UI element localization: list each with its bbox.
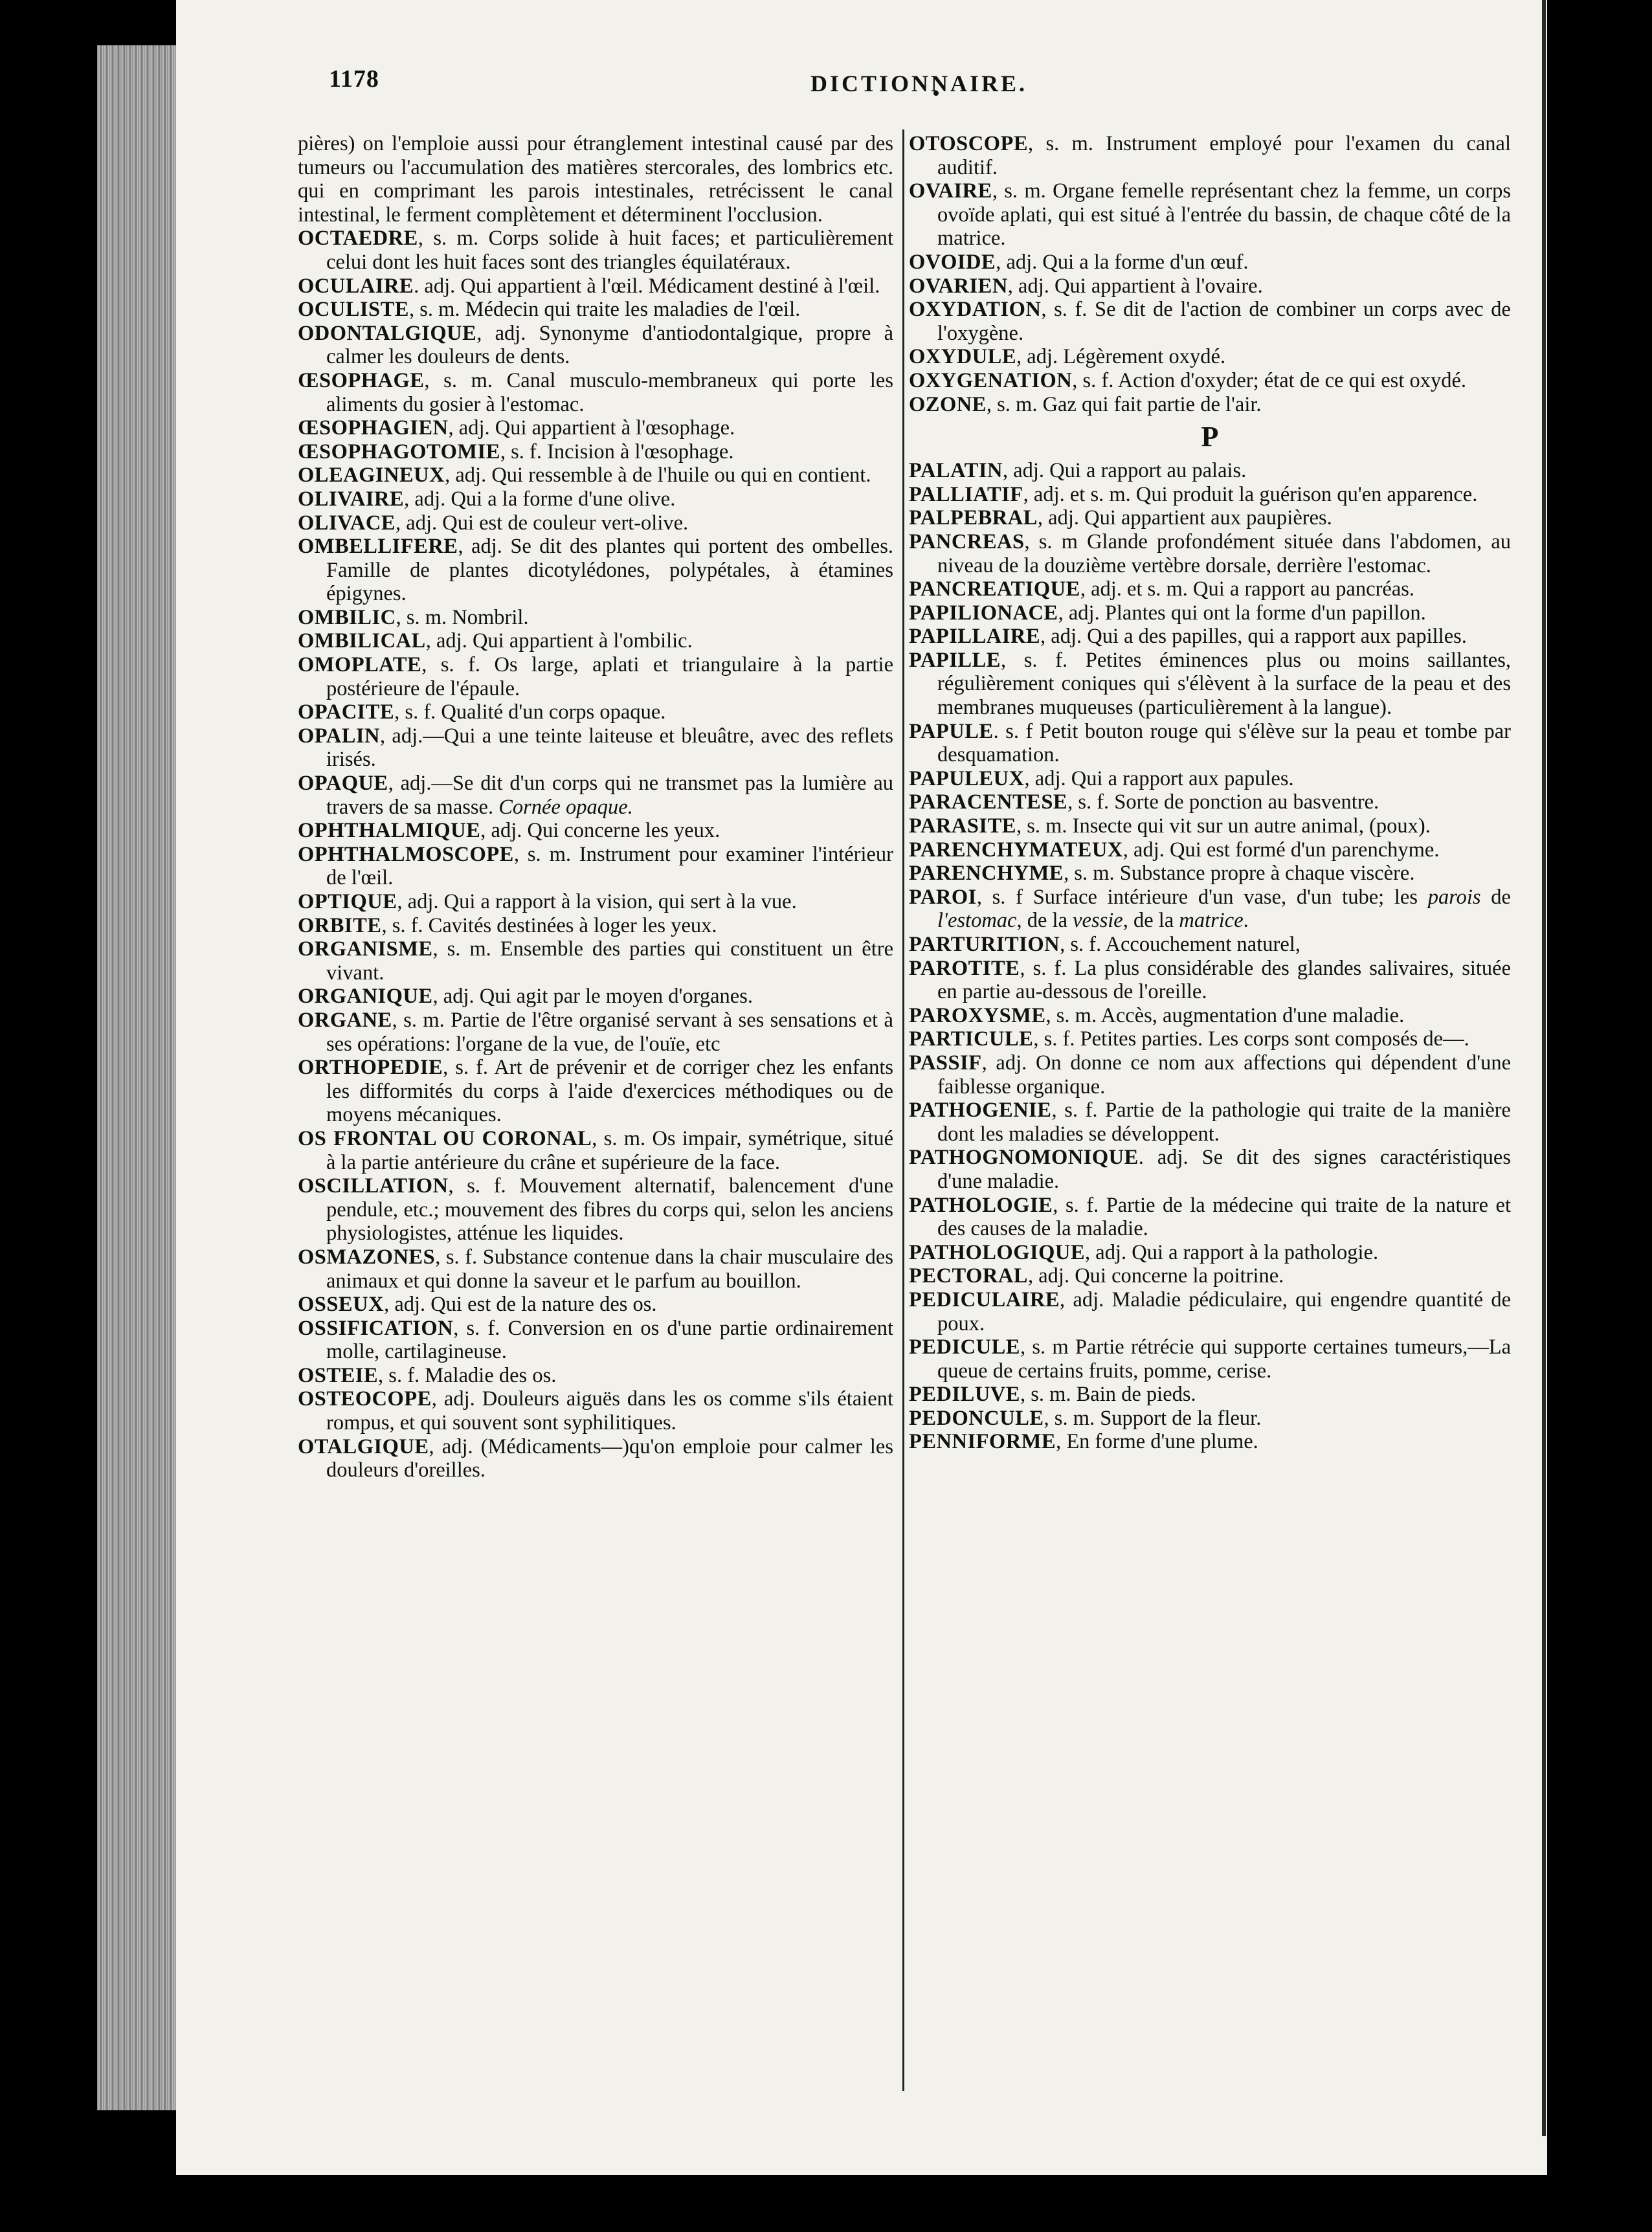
- dictionary-entry: [909, 1146, 1511, 1193]
- entry-headword: OCTAEDRE: [298, 227, 418, 251]
- right-column: [909, 132, 1511, 1454]
- entry-definition: .: [1243, 909, 1249, 933]
- entry-headword: PALATIN: [909, 459, 1003, 483]
- entry-definition: , adj. Qui a rapport à la vision, qui sert à la vue.: [397, 890, 797, 913]
- dictionary-entry: [298, 440, 893, 464]
- entry-headword: OPALIN: [298, 724, 380, 748]
- entry-definition: , adj.—Se dit d'un corps qui ne transmet pas la lumière au travers de sa masse.: [326, 772, 893, 819]
- page-edge-line: [1542, 0, 1546, 2136]
- entry-headword: OCULAIRE: [298, 274, 414, 298]
- dictionary-entry: [298, 1293, 893, 1317]
- entry-headword: ŒSOPHAGOTOMIE: [298, 440, 500, 463]
- dictionary-entry: [909, 601, 1511, 625]
- dictionary-entry: [298, 322, 893, 369]
- entry-headword: PAROTITE: [909, 956, 1020, 980]
- entry-headword: OSMAZONES: [298, 1245, 436, 1269]
- dictionary-entry: [298, 937, 893, 985]
- entry-headword: OPACITE: [298, 700, 395, 724]
- dictionary-entry: [298, 1245, 893, 1293]
- dictionary-entry: [909, 1027, 1511, 1051]
- dictionary-entry: [909, 1430, 1511, 1454]
- entry-definition: , adj. Qui a rapport au palais.: [1002, 459, 1247, 483]
- entry-headword: PARENCHYMATEUX: [909, 838, 1123, 862]
- entry-headword: OLEAGINEUX: [298, 463, 445, 487]
- dictionary-entry: [909, 506, 1511, 530]
- entry-definition: , s. f. Petites parties. Les corps sont composés de—.: [1033, 1027, 1469, 1051]
- dictionary-entry: [298, 274, 893, 298]
- dictionary-entry: [909, 838, 1511, 862]
- dictionary-entry: [298, 1127, 893, 1174]
- entry-italic-text: matrice: [1179, 909, 1244, 933]
- dictionary-entry: [909, 767, 1511, 791]
- entry-definition: , s. m. Instrument employé pour l'examen du canal auditif.: [937, 132, 1511, 179]
- entry-headword: OSTEOCOPE: [298, 1387, 432, 1411]
- entry-definition: , adj. Qui a des papilles, qui a rapport aux papilles.: [1040, 625, 1467, 649]
- scan-border-bottom: [0, 2175, 1652, 2232]
- entry-headword: PATHOGENIE: [909, 1099, 1052, 1122]
- dictionary-entry: [909, 1407, 1511, 1431]
- entry-headword: OLIVACE: [298, 511, 396, 535]
- entry-definition: , adj. Qui appartient aux paupières.: [1037, 506, 1332, 530]
- dictionary-entry: [909, 1099, 1511, 1146]
- section-letter: P: [1201, 421, 1219, 453]
- dictionary-entry: [909, 369, 1511, 393]
- entry-headword: OS FRONTAL OU CORONAL: [298, 1126, 592, 1150]
- entry-headword: OMOPLATE: [298, 653, 422, 677]
- dictionary-entry: [909, 132, 1511, 179]
- entry-definition: , adj. Qui ressemble à de l'huile ou qui en contient.: [445, 463, 871, 487]
- entry-definition: . s. f Petit bouton rouge qui s'élève sur la peau et tombe par desquamation.: [937, 719, 1511, 767]
- entry-italic-text: Cornée opaque.: [498, 795, 633, 819]
- entry-definition: , s. m. Canal musculo-membraneux qui porte les aliments du gosier à l'estomac.: [326, 368, 893, 416]
- entry-headword: PEDONCULE: [909, 1406, 1044, 1430]
- entry-definition: , s. f. Action d'oxyder; état de ce qui est oxydé.: [1072, 368, 1467, 392]
- entry-headword: OPHTHALMIQUE: [298, 819, 481, 843]
- entry-definition: , adj. et s. m. Qui produit la guérison qu'en apparence.: [1023, 482, 1478, 506]
- entry-headword: ORGANISME: [298, 937, 433, 961]
- entry-definition: , adj. et s. m. Qui a rapport au pancréas.: [1080, 577, 1415, 601]
- dictionary-entry: [909, 790, 1511, 814]
- dictionary-entry: [298, 1317, 893, 1364]
- dictionary-entry: [909, 625, 1511, 649]
- entry-definition: , adj. Se dit des plantes qui portent des ombelles. Famille de plantes dicotylédones, polypétales, à étamines épigynes.: [326, 535, 893, 606]
- entry-headword: OZONE: [909, 392, 987, 416]
- entry-headword: PAPULE: [909, 719, 994, 743]
- entry-definition: , s. m. Support de la fleur.: [1044, 1406, 1262, 1430]
- dictionary-entry: [909, 459, 1511, 483]
- entry-definition: , s. f. Substance contenue dans la chair musculaire des animaux et qui donne la saveur et le parfum au bouillon.: [326, 1245, 893, 1293]
- dictionary-entry: [298, 511, 893, 535]
- dictionary-entry: [298, 1435, 893, 1482]
- entry-definition: , En forme d'une plume.: [1056, 1430, 1258, 1454]
- entry-definition: , adj. Synonyme d'antiodontalgique, propre à calmer les douleurs de dents.: [326, 321, 893, 369]
- dictionary-entry: [909, 577, 1511, 601]
- entry-definition: , adj. Qui a la forme d'un œuf.: [996, 250, 1249, 274]
- entry-headword: OPHTHALMOSCOPE: [298, 842, 514, 866]
- entry-definition: , s. f. Petites éminences plus ou moins saillantes, régulièrement coniques qui s'élèvent à la surface de la peau et des membranes muqueuses (particulièrement à la langue).: [937, 648, 1511, 720]
- entry-definition: , s. f. Sorte de ponction au basventre.: [1067, 790, 1379, 814]
- scan-border-right: [1567, 0, 1652, 2175]
- dictionary-entry: [298, 606, 893, 630]
- dictionary-entry: [909, 179, 1511, 251]
- entry-headword: PATHOGNOMONIQUE: [909, 1146, 1139, 1170]
- entry-definition: , s. m. Substance propre à chaque viscère.: [1064, 862, 1415, 886]
- dictionary-entry: [909, 957, 1511, 1004]
- dictionary-entry: [909, 649, 1511, 720]
- dictionary-entry: [298, 487, 893, 511]
- entry-headword: PATHOLOGIE: [909, 1193, 1053, 1217]
- entry-italic-text: l'estomac: [937, 909, 1017, 933]
- page-header: [176, 65, 1547, 104]
- dictionary-entry: [909, 530, 1511, 577]
- entry-definition: , s. m. Nombril.: [396, 605, 529, 629]
- entry-headword: OXYDATION: [909, 298, 1042, 322]
- entry-definition: , s. m. Ensemble des parties qui constituent un être vivant.: [326, 937, 893, 985]
- entry-definition: , adj. Douleurs aiguës dans les os comme s'ils étaient rompus, et qui souvent sont syphilitiques.: [326, 1387, 893, 1435]
- entry-headword: PEDICULAIRE: [909, 1288, 1060, 1311]
- entry-definition: , s. f. Se dit de l'action de combiner un corps avec de l'oxygène.: [937, 298, 1511, 345]
- entry-headword: OPTIQUE: [298, 890, 397, 913]
- entry-definition: , s. m. Bain de pieds.: [1020, 1383, 1196, 1407]
- dictionary-entry: [298, 298, 893, 322]
- entry-definition: , adj. Qui a rapport aux papules.: [1024, 766, 1294, 790]
- dictionary-entry: [298, 772, 893, 819]
- entry-definition: , adj. Qui appartient à l'ovaire.: [1007, 274, 1263, 298]
- entry-definition: , s. m. Médecin qui traite les maladies de l'œil.: [408, 298, 801, 322]
- entry-definition: , s. m Partie rétrécie qui supporte certaines tumeurs,—La queue de certains fruits, pomme, cerise.: [937, 1335, 1511, 1383]
- dictionary-entry: [298, 416, 893, 440]
- entry-definition: , adj.—Qui a une teinte laiteuse et bleuâtre, avec des reflets irisés.: [326, 724, 893, 772]
- entry-definition: de: [1480, 885, 1511, 909]
- book-page: [176, 0, 1547, 2175]
- dictionary-entry: [909, 1264, 1511, 1288]
- dictionary-entry: [909, 1383, 1511, 1407]
- dictionary-entry: [298, 535, 893, 606]
- entry-definition: , s. m. Os impair, symétrique, situé à la partie antérieure du crâne et supérieure de la face.: [326, 1126, 893, 1174]
- entry-headword: ŒSOPHAGE: [298, 368, 425, 392]
- entry-headword: OTALGIQUE: [298, 1434, 429, 1458]
- entry-definition: , adj. (Médicaments—)qu'on emploie pour calmer les douleurs d'oreilles.: [326, 1434, 893, 1482]
- dictionary-entry: [298, 653, 893, 700]
- dictionary-entry: [298, 1387, 893, 1434]
- dictionary-entry: [909, 483, 1511, 507]
- entry-headword: OSSEUX: [298, 1293, 385, 1317]
- entry-definition: , s. m. Gaz qui fait partie de l'air.: [986, 392, 1262, 416]
- entry-definition: , s. f. Partie de la médecine qui traite de la nature et des causes de la maladie.: [937, 1193, 1511, 1241]
- entry-headword: PALLIATIF: [909, 482, 1023, 506]
- entry-headword: OSTEIE: [298, 1363, 379, 1387]
- entry-headword: PARACENTESE: [909, 790, 1068, 814]
- dictionary-entry: [298, 890, 893, 914]
- entry-headword: PAPILIONACE: [909, 601, 1058, 625]
- dictionary-entry: [298, 843, 893, 890]
- dictionary-entry: [909, 720, 1511, 767]
- entry-headword: PARASITE: [909, 814, 1016, 838]
- dictionary-entry: [298, 629, 893, 653]
- dictionary-entry: [909, 345, 1511, 369]
- entry-headword: PAROI: [909, 885, 977, 909]
- entry-headword: PARTICULE: [909, 1027, 1034, 1051]
- dictionary-entry: [909, 1051, 1511, 1099]
- entry-headword: OTOSCOPE: [909, 132, 1029, 155]
- dictionary-entry: [909, 298, 1511, 345]
- entry-definition: , s. m Glande profondément située dans l'abdomen, au niveau de la douzième vertèbre dorsale, derrière l'estomac.: [937, 530, 1511, 577]
- dictionary-entry: [909, 1335, 1511, 1383]
- entry-italic-text: parois: [1427, 885, 1481, 909]
- dictionary-entry: [298, 724, 893, 772]
- dictionary-entry: [298, 1174, 893, 1245]
- entry-definition: , s. f. Art de prévenir et de corriger chez les enfants les difformités du corps à l'aide d'exercices méthodiques ou de moyens mécaniques.: [326, 1056, 893, 1127]
- dictionary-entry: [298, 1056, 893, 1127]
- entry-definition: , s. f. Cavités destinées à loger les yeux.: [381, 913, 717, 937]
- entry-headword: PARENCHYME: [909, 862, 1064, 886]
- entry-definition: , s. f. Conversion en os d'une partie ordinairement molle, cartilagineuse.: [326, 1316, 893, 1364]
- entry-headword: ORTHOPEDIE: [298, 1056, 443, 1080]
- dictionary-entry: [909, 814, 1511, 838]
- entry-definition: , s. m. Instrument pour examiner l'intérieur de l'œil.: [326, 842, 893, 890]
- entry-definition: , s. m. Corps solide à huit faces; et particulièrement celui dont les huit faces sont des triangles équilatéraux.: [326, 227, 893, 274]
- entry-definition: , de la: [1016, 909, 1073, 933]
- book-spine-edge: [97, 45, 178, 2110]
- entry-headword: OCULISTE: [298, 298, 409, 322]
- entry-definition: , s. f. La plus considérable des glandes salivaires, située en partie au-dessous de l'oreille.: [937, 956, 1511, 1004]
- entry-definition: . adj. Se dit des signes caractéristiques d'une maladie.: [937, 1146, 1511, 1193]
- dictionary-entry: [909, 1004, 1511, 1028]
- entry-definition: , adj. Maladie pédiculaire, qui engendre quantité de poux.: [937, 1288, 1511, 1335]
- entry-definition: , adj. Qui concerne la poitrine.: [1028, 1264, 1284, 1288]
- page-number: 1178: [329, 65, 379, 93]
- entry-headword: PECTORAL: [909, 1264, 1028, 1288]
- dictionary-entry: [298, 227, 893, 274]
- entry-headword: OVOIDE: [909, 250, 996, 274]
- entry-headword: PAPILLAIRE: [909, 625, 1041, 649]
- entry-definition: , s. f. Accouchement naturel,: [1060, 933, 1300, 956]
- entry-definition: , s. f. Os large, aplati et triangulaire à la partie postérieure de l'épaule.: [326, 653, 893, 700]
- entry-definition: , s. f. Incision à l'œsophage.: [500, 440, 734, 463]
- entry-headword: PARTURITION: [909, 933, 1060, 956]
- entry-definition: , s. f. Mouvement alternatif, balencement d'une pendule, etc.; mouvement des fibres du corps qui, selon les anciens physiologistes, atténue les liquides.: [326, 1174, 893, 1245]
- entry-headword: PANCREATIQUE: [909, 577, 1080, 601]
- left-column: [298, 132, 893, 1482]
- dictionary-entry: [909, 1194, 1511, 1241]
- entry-headword: ORGANIQUE: [298, 985, 433, 1009]
- entry-definition: , s. m. Insecte qui vit sur un autre animal, (poux).: [1016, 814, 1431, 838]
- entry-headword: OVAIRE: [909, 179, 992, 203]
- entry-definition: , s. f. Qualité d'un corps opaque.: [394, 700, 666, 724]
- dictionary-entry: [909, 1241, 1511, 1265]
- dictionary-entry: [909, 393, 1511, 417]
- entry-headword: ŒSOPHAGIEN: [298, 416, 449, 440]
- entry-headword: PAPILLE: [909, 648, 1001, 672]
- entry-headword: PANCREAS: [909, 530, 1025, 553]
- entry-definition: , adj. Qui appartient à l'œsophage.: [448, 416, 735, 440]
- entry-continuation: pières) on l'emploie aussi pour étranglement intestinal causé par des tumeurs ou l'accumulation des matières stercorales, des lombrics etc. qui en comprimant les parois intestinales, retrécissent le canal intestinal, le ferment complètement et déterminent l'occlusion.: [298, 132, 893, 227]
- dictionary-entry: [298, 700, 893, 724]
- entry-headword: OSCILLATION: [298, 1174, 449, 1198]
- entry-headword: PAROXYSME: [909, 1003, 1046, 1027]
- entry-headword: OVARIEN: [909, 274, 1008, 298]
- entry-italic-text: vessie: [1073, 909, 1123, 933]
- entry-headword: ORGANE: [298, 1008, 392, 1032]
- entry-headword: PASSIF: [909, 1051, 982, 1075]
- entry-definition: , s. f. Partie de la pathologie qui traite de la manière dont les maladies se développent.: [937, 1099, 1511, 1146]
- entry-headword: PAPULEUX: [909, 766, 1025, 790]
- dictionary-entry: [298, 985, 893, 1009]
- entry-definition: , s. f Surface intérieure d'un vase, d'un tube; les: [976, 885, 1428, 909]
- dictionary-entry: [298, 819, 893, 843]
- entry-headword: OXYGENATION: [909, 368, 1073, 392]
- entry-definition: , adj. Qui agit par le moyen d'organes.: [432, 985, 753, 1009]
- entry-definition: , adj. Qui est de couleur vert-olive.: [396, 511, 689, 535]
- entry-headword: OMBILIC: [298, 605, 396, 629]
- entry-definition: , adj. Qui est formé d'un parenchyme.: [1122, 838, 1440, 862]
- entry-definition: , adj. Plantes qui ont la forme d'un papillon.: [1058, 601, 1426, 625]
- entry-headword: OMBELLIFERE: [298, 535, 458, 559]
- entry-definition: , adj. Qui appartient à l'ombilic.: [425, 629, 693, 653]
- entry-definition: , de la: [1122, 909, 1179, 933]
- dictionary-entry: [298, 369, 893, 416]
- entry-headword: ODONTALGIQUE: [298, 321, 477, 345]
- entry-headword: PENNIFORME: [909, 1430, 1056, 1454]
- entry-headword: ORBITE: [298, 913, 382, 937]
- entry-definition: . adj. Qui appartient à l'œil. Médicament destiné à l'œil.: [414, 274, 880, 298]
- column-divider: [902, 129, 904, 2091]
- entry-definition: , adj. Qui concerne les yeux.: [480, 819, 720, 843]
- entry-headword: OPAQUE: [298, 772, 388, 796]
- entry-definition: , s. m. Accès, augmentation d'une maladie.: [1045, 1003, 1405, 1027]
- dictionary-entry: [909, 933, 1511, 957]
- entry-definition: , s. m. Partie de l'être organisé servant à ses sensations et à ses opérations: l'organe de la vue, de l'ouïe, etc: [326, 1008, 893, 1056]
- entry-definition: , adj. Qui a la forme d'une olive.: [404, 487, 676, 511]
- dictionary-entry: [909, 251, 1511, 274]
- dictionary-entry: [298, 1364, 893, 1388]
- entry-headword: PALPEBRAL: [909, 506, 1038, 530]
- entry-headword: PEDILUVE: [909, 1383, 1020, 1407]
- dictionary-entry: [298, 463, 893, 487]
- dictionary-entry: [909, 274, 1511, 298]
- entry-headword: PEDICULE: [909, 1335, 1020, 1359]
- dictionary-entry: [298, 1009, 893, 1056]
- dictionary-entry: [909, 1288, 1511, 1335]
- entry-definition: , adj. Légèrement oxydé.: [1016, 345, 1226, 369]
- entry-definition: , s. f. Maladie des os.: [378, 1363, 557, 1387]
- entry-definition: , adj. Qui a rapport à la pathologie.: [1085, 1240, 1379, 1264]
- entry-definition: , adj. Qui est de la nature des os.: [384, 1293, 657, 1317]
- entry-headword: OSSIFICATION: [298, 1316, 454, 1340]
- entry-headword: PATHOLOGIQUE: [909, 1240, 1086, 1264]
- dictionary-entry: [909, 886, 1511, 933]
- dictionary-entry: [298, 914, 893, 938]
- entry-headword: OMBILICAL: [298, 629, 426, 653]
- entry-definition: , s. m. Organe femelle représentant chez la femme, un corps ovoïde aplati, qui est situé à l'entrée du bassin, de chaque côté de la matrice.: [937, 179, 1511, 251]
- entry-headword: OLIVAIRE: [298, 487, 405, 511]
- dictionary-entry: [909, 862, 1511, 886]
- running-title: DICTIONNAIRE.: [810, 71, 1028, 96]
- entry-definition: , adj. On donne ce nom aux affections qui dépendent d'une faiblesse organique.: [937, 1051, 1511, 1099]
- entry-headword: OXYDULE: [909, 345, 1017, 369]
